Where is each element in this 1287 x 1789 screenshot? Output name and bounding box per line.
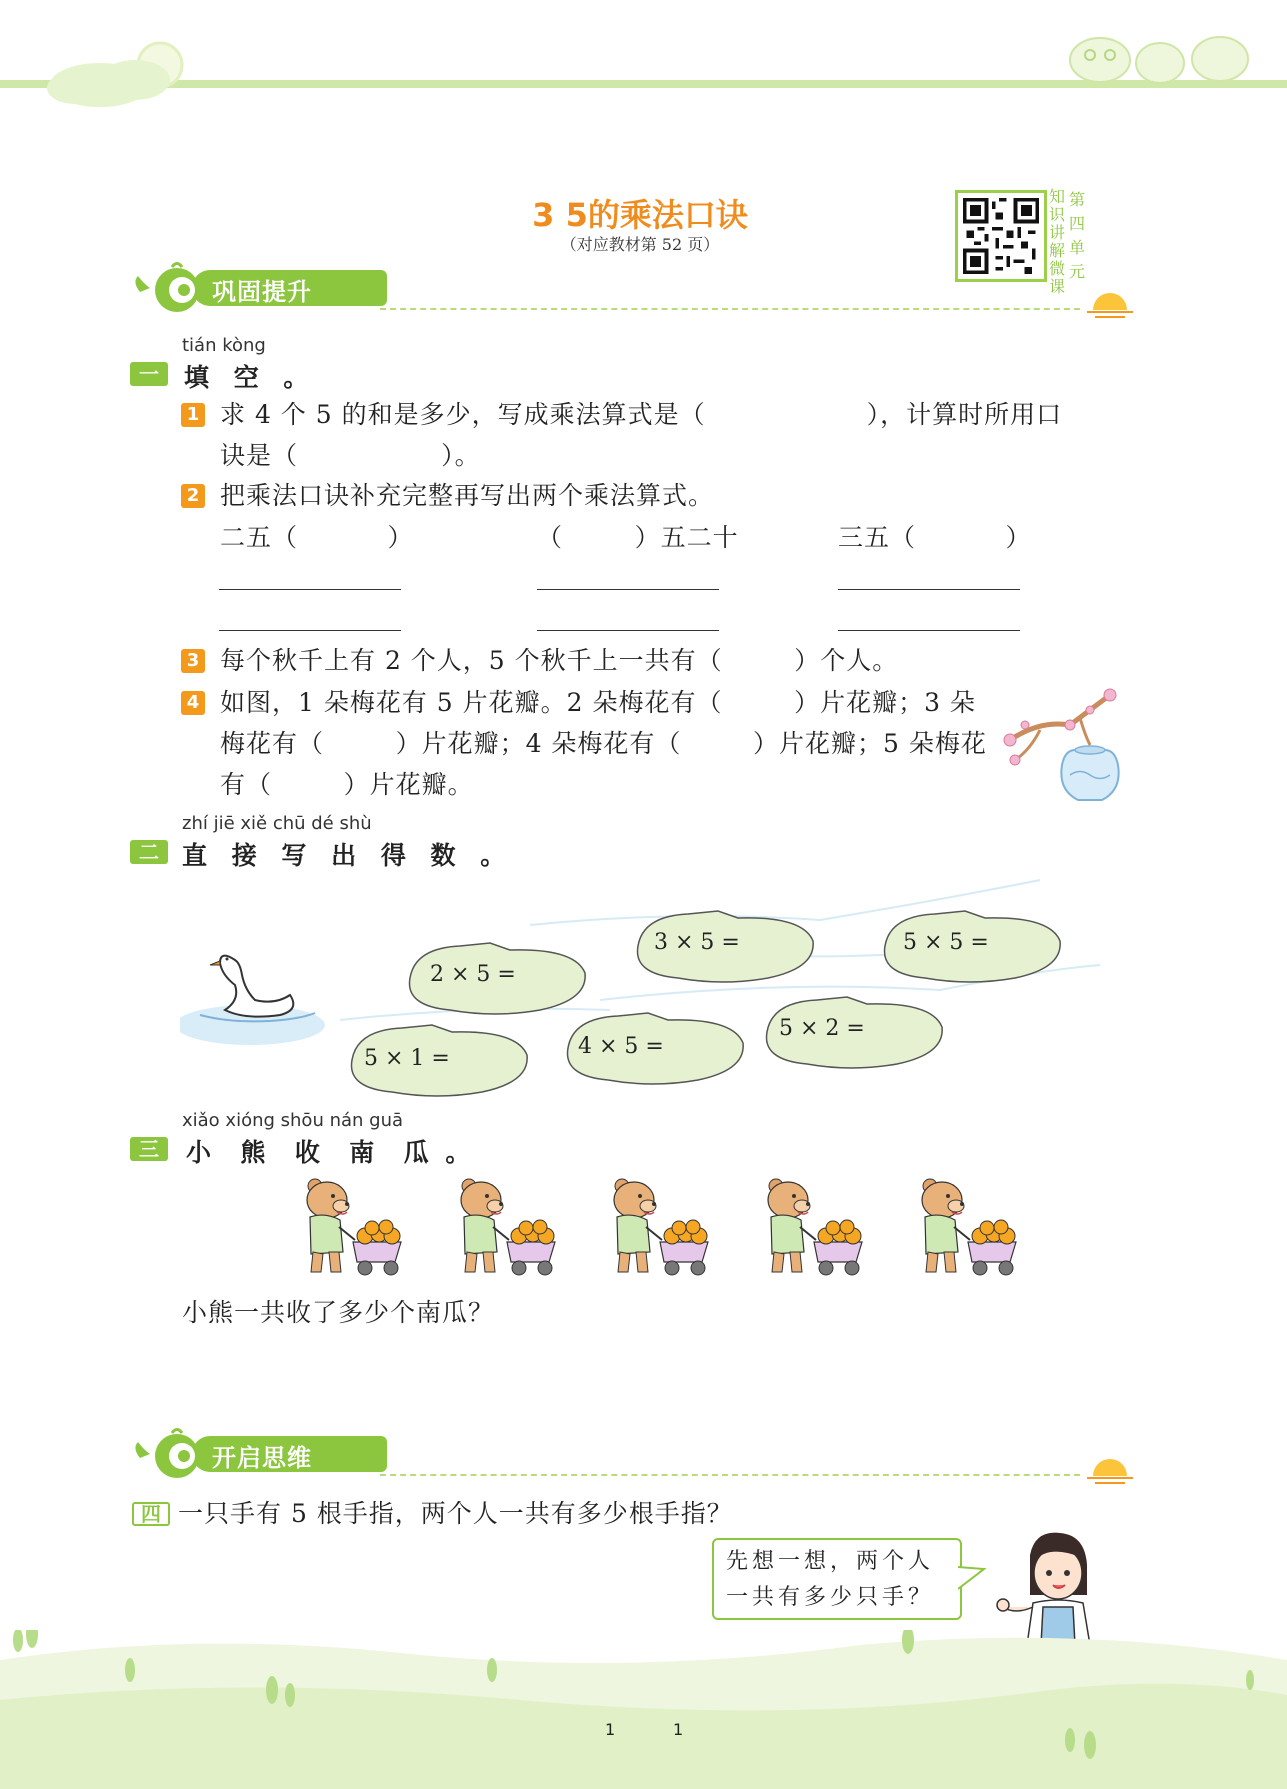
lily-pad <box>342 1020 532 1098</box>
divider-dashed <box>380 308 1080 310</box>
qr-code[interactable] <box>963 198 1039 274</box>
q4-badge: 4 <box>181 691 205 715</box>
animals-decoration <box>1060 25 1260 85</box>
bubble-tail <box>958 1565 988 1595</box>
qr-char: 微 <box>1048 259 1065 278</box>
section4-text: 一只手有 5 根手指，两个人一共有多少根手指？ <box>178 1499 733 1528</box>
page-number-right: 1 <box>673 1720 684 1739</box>
page-number-left: 1 <box>605 1720 616 1739</box>
bubble-line-2: 一共有多少只手？ <box>726 1585 935 1610</box>
answer-line[interactable] <box>219 589 401 590</box>
q3-badge: 3 <box>181 649 205 673</box>
q3-text: 每个秋千上有 2 个人，5 个秋千上一共有（ ）个人。 <box>220 646 899 675</box>
q4-line2: 梅花有（ ）片花瓣；4 朵梅花有（ ）片花瓣；5 朵梅花 <box>220 729 987 758</box>
section1-title: 填 空 。 <box>184 363 317 392</box>
lily-pad <box>875 906 1065 984</box>
pad-equation: 4 × 5 = <box>578 1034 664 1059</box>
section3-mark: 三 <box>130 1137 168 1161</box>
cloud-sun-decoration <box>40 40 200 110</box>
bear-with-pumpkin-cart-image <box>910 1172 1020 1282</box>
hills-background <box>0 1630 1287 1789</box>
section1-pinyin: tián kòng <box>182 335 266 356</box>
answer-line[interactable] <box>838 630 1020 631</box>
qr-char: 知 <box>1048 187 1065 206</box>
swan-image <box>190 945 320 1035</box>
section3-title: 小 熊 收 南 瓜 。 <box>186 1138 475 1167</box>
qr-char: 四 <box>1068 214 1085 233</box>
section2-pinyin: zhí jiē xiě chū dé shù <box>182 813 372 834</box>
section4-mark: 四 <box>132 1502 170 1526</box>
pad-equation: 5 × 5 = <box>903 930 989 955</box>
lily-pad <box>757 992 947 1070</box>
answer-line[interactable] <box>838 589 1020 590</box>
bear-with-pumpkin-cart-image <box>602 1172 712 1282</box>
plum-blossom-vase-image <box>990 680 1130 805</box>
qr-char: 元 <box>1068 262 1085 281</box>
page-subtitle: （对应教材第 52 页） <box>560 235 720 254</box>
bubble-line-1: 先想一想，两个人 <box>726 1549 935 1574</box>
pad-equation: 5 × 1 = <box>364 1046 450 1071</box>
banner-consolidate <box>132 262 392 312</box>
section1-mark: 一 <box>130 362 168 386</box>
page-title: 3 5的乘法口诀 <box>532 196 748 234</box>
answer-line[interactable] <box>537 589 719 590</box>
qr-caption-left <box>1048 188 1066 296</box>
section3-question: 小熊一共收了多少个南瓜？ <box>182 1298 495 1327</box>
answer-line[interactable] <box>219 630 401 631</box>
pad-equation: 2 × 5 = <box>430 962 516 987</box>
q2-text: 把乘法口诀补充完整再写出两个乘法算式。 <box>220 481 715 510</box>
qr-char: 讲 <box>1048 223 1065 242</box>
sunset-icon <box>1085 1456 1135 1486</box>
speech-bubble <box>712 1538 962 1620</box>
pad-equation: 5 × 2 = <box>779 1016 865 1041</box>
whale-icon <box>132 262 212 312</box>
q1-line2: 诀是（ ）。 <box>220 441 481 470</box>
q4-line3: 有（ ）片花瓣。 <box>220 770 474 799</box>
lily-pad <box>400 938 590 1016</box>
section3-pinyin: xiǎo xióng shōu nán guā <box>182 1110 404 1131</box>
answer-line[interactable] <box>537 630 719 631</box>
qr-char: 单 <box>1068 238 1085 257</box>
lily-pad <box>628 906 818 984</box>
bear-with-pumpkin-cart-image <box>295 1172 405 1282</box>
qr-char: 第 <box>1068 190 1085 209</box>
q2-item-1: 二五（ ） <box>220 523 414 552</box>
bear-with-pumpkin-cart-image <box>756 1172 866 1282</box>
banner-title: 开启思维 <box>212 1444 312 1472</box>
qr-char: 识 <box>1048 205 1065 224</box>
girl-image <box>995 1525 1115 1645</box>
banner-thinking <box>132 1428 392 1478</box>
q4-line1: 如图，1 朵梅花有 5 片花瓣。2 朵梅花有（ ）片花瓣；3 朵 <box>220 688 976 717</box>
qr-caption-right <box>1068 188 1086 284</box>
whale-icon <box>132 1428 212 1478</box>
qr-caption <box>1048 187 1088 296</box>
q2-item-3: 三五（ ） <box>838 523 1032 552</box>
banner-title: 巩固提升 <box>212 278 312 306</box>
section2-title: 直 接 写 出 得 数 。 <box>182 841 514 870</box>
bear-with-pumpkin-cart-image <box>449 1172 559 1282</box>
divider-dashed <box>380 1474 1080 1476</box>
pad-equation: 3 × 5 = <box>654 930 740 955</box>
q1-line1: 求 4 个 5 的和是多少，写成乘法算式是（ ），计算时所用口 <box>220 400 1063 429</box>
q1-badge: 1 <box>181 403 205 427</box>
q2-item-2: （ ）五二十 <box>537 523 739 552</box>
sunset-icon <box>1085 290 1135 320</box>
qr-char: 解 <box>1048 241 1065 260</box>
lily-pad <box>558 1008 748 1086</box>
q2-badge: 2 <box>181 484 205 508</box>
qr-char: 课 <box>1048 277 1065 296</box>
section2-mark: 二 <box>130 840 168 864</box>
